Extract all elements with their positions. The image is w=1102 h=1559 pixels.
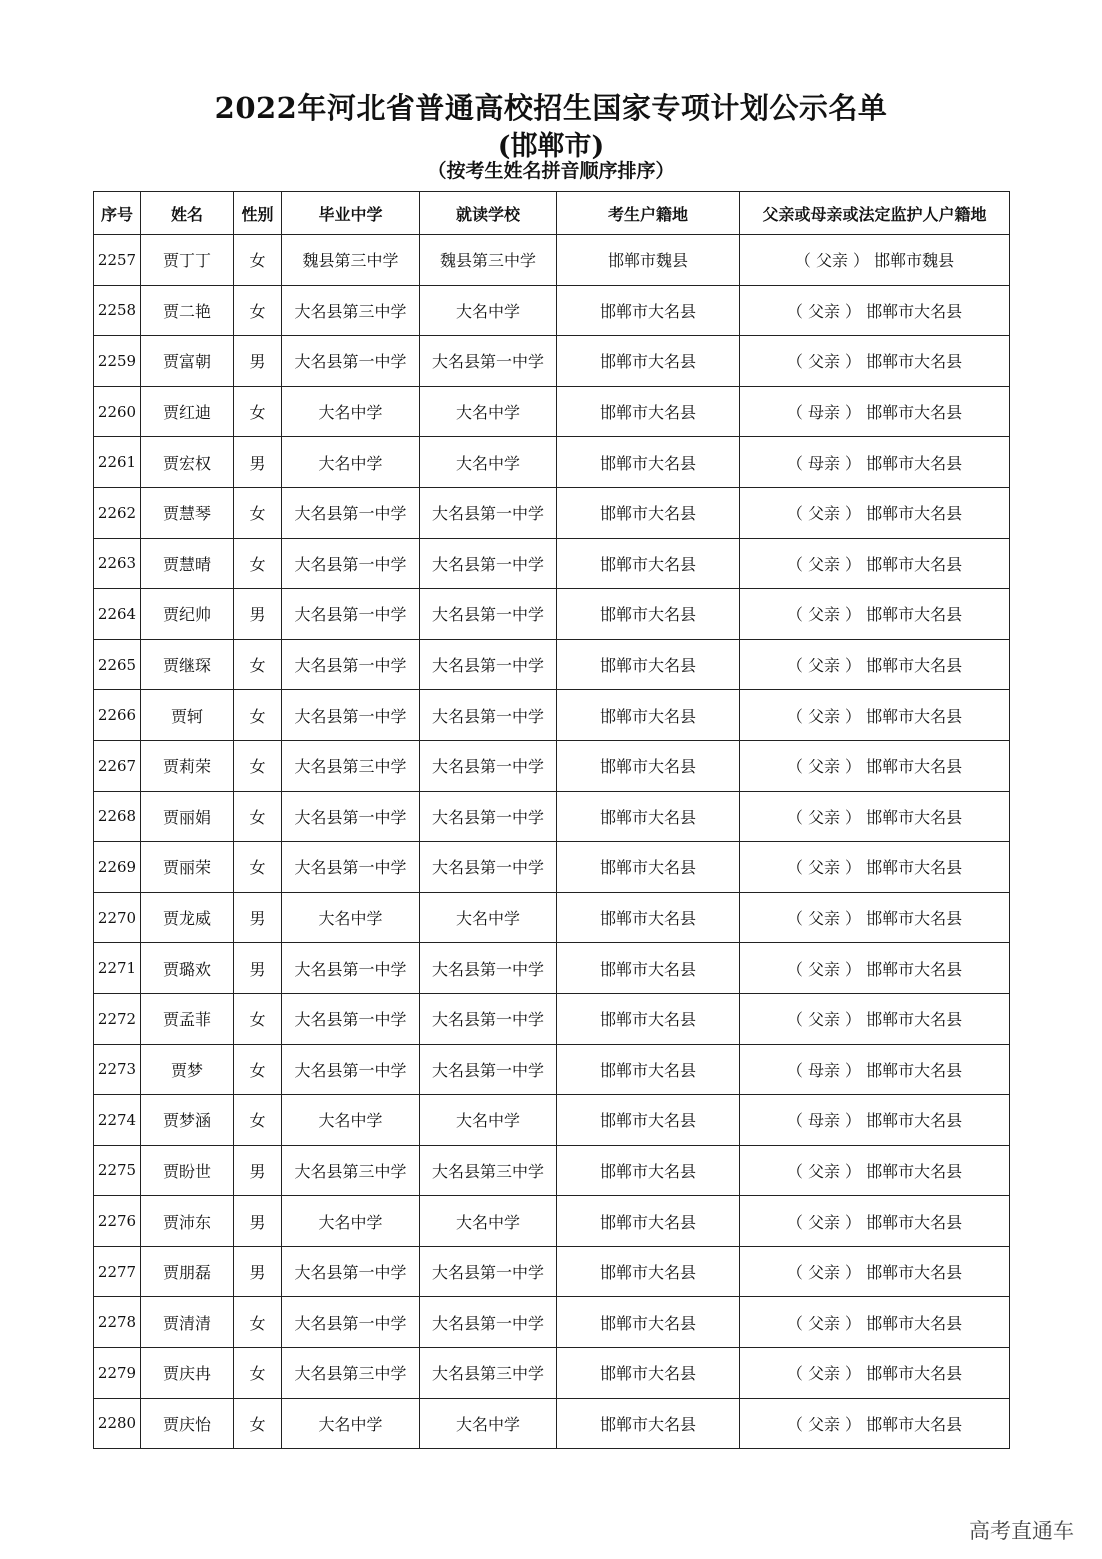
cell-guardian-residence: （ 母亲 ） 邯郸市大名县 — [740, 437, 1010, 488]
table-row — [94, 487, 1010, 538]
cell-index: 2267 — [94, 740, 141, 791]
cell-index: 2270 — [94, 892, 141, 943]
cell-student-residence: 邯郸市大名县 — [557, 842, 740, 893]
cell-student-residence: 邯郸市大名县 — [557, 386, 740, 437]
cell-current-school: 大名县第三中学 — [420, 1348, 557, 1399]
cell-name: 贾慧琴 — [141, 487, 234, 538]
cell-current-school: 大名县第一中学 — [420, 487, 557, 538]
watermark: 高考直通车 — [969, 1519, 1074, 1543]
cell-name: 贾梦涵 — [141, 1095, 234, 1146]
header-student-residence: 考生户籍地 — [557, 192, 740, 235]
cell-current-school: 大名中学 — [420, 1095, 557, 1146]
cell-gender: 女 — [234, 842, 282, 893]
cell-name: 贾宏权 — [141, 437, 234, 488]
cell-current-school: 大名县第一中学 — [420, 791, 557, 842]
cell-name: 贾慧晴 — [141, 538, 234, 589]
cell-index: 2259 — [94, 336, 141, 387]
cell-guardian-residence: （ 父亲 ） 邯郸市大名县 — [740, 892, 1010, 943]
table-row — [94, 993, 1010, 1044]
cell-student-residence: 邯郸市大名县 — [557, 285, 740, 336]
cell-gender: 女 — [234, 487, 282, 538]
cell-student-residence: 邯郸市大名县 — [557, 943, 740, 994]
table-row — [94, 1297, 1010, 1348]
cell-index: 2274 — [94, 1095, 141, 1146]
roster-table — [93, 191, 1010, 1449]
cell-current-school: 大名县第一中学 — [420, 1246, 557, 1297]
cell-gender: 女 — [234, 791, 282, 842]
cell-current-school: 大名县第一中学 — [420, 336, 557, 387]
table-row — [94, 690, 1010, 741]
header-index: 序号 — [94, 192, 141, 235]
cell-gender: 女 — [234, 1297, 282, 1348]
cell-gender: 男 — [234, 892, 282, 943]
cell-current-school: 大名县第一中学 — [420, 690, 557, 741]
cell-gender: 女 — [234, 639, 282, 690]
cell-graduated-school: 大名县第三中学 — [282, 285, 420, 336]
cell-name: 贾轲 — [141, 690, 234, 741]
page-subtitle: (邯郸市) — [497, 131, 605, 162]
cell-graduated-school: 大名县第一中学 — [282, 690, 420, 741]
cell-guardian-residence: （ 父亲 ） 邯郸市大名县 — [740, 285, 1010, 336]
cell-student-residence: 邯郸市大名县 — [557, 639, 740, 690]
cell-gender: 男 — [234, 589, 282, 640]
cell-student-residence: 邯郸市魏县 — [557, 235, 740, 286]
cell-index: 2264 — [94, 589, 141, 640]
cell-graduated-school: 大名县第一中学 — [282, 1297, 420, 1348]
cell-gender: 女 — [234, 386, 282, 437]
table-row — [94, 437, 1010, 488]
cell-name: 贾红迪 — [141, 386, 234, 437]
table-row — [94, 1348, 1010, 1399]
cell-graduated-school: 大名县第一中学 — [282, 336, 420, 387]
cell-name: 贾孟菲 — [141, 993, 234, 1044]
cell-graduated-school: 大名中学 — [282, 1095, 420, 1146]
sort-note: （按考生姓名拼音顺序排序） — [427, 160, 675, 182]
table-row — [94, 892, 1010, 943]
cell-index: 2271 — [94, 943, 141, 994]
table-row — [94, 1095, 1010, 1146]
cell-graduated-school: 大名县第一中学 — [282, 791, 420, 842]
table-row — [94, 538, 1010, 589]
cell-current-school: 大名中学 — [420, 1398, 557, 1449]
table-row — [94, 1145, 1010, 1196]
cell-current-school: 大名县第一中学 — [420, 993, 557, 1044]
cell-current-school: 大名县第一中学 — [420, 740, 557, 791]
cell-student-residence: 邯郸市大名县 — [557, 1044, 740, 1095]
cell-guardian-residence: （ 母亲 ） 邯郸市大名县 — [740, 386, 1010, 437]
cell-guardian-residence: （ 父亲 ） 邯郸市大名县 — [740, 639, 1010, 690]
cell-guardian-residence: （ 母亲 ） 邯郸市大名县 — [740, 1044, 1010, 1095]
cell-gender: 男 — [234, 1196, 282, 1247]
cell-name: 贾清清 — [141, 1297, 234, 1348]
cell-graduated-school: 大名县第一中学 — [282, 487, 420, 538]
cell-student-residence: 邯郸市大名县 — [557, 1246, 740, 1297]
cell-graduated-school: 大名县第一中学 — [282, 842, 420, 893]
cell-student-residence: 邯郸市大名县 — [557, 437, 740, 488]
cell-graduated-school: 大名县第一中学 — [282, 993, 420, 1044]
cell-student-residence: 邯郸市大名县 — [557, 538, 740, 589]
cell-guardian-residence: （ 父亲 ） 邯郸市大名县 — [740, 842, 1010, 893]
cell-current-school: 魏县第三中学 — [420, 235, 557, 286]
cell-name: 贾朋磊 — [141, 1246, 234, 1297]
cell-name: 贾盼世 — [141, 1145, 234, 1196]
cell-index: 2277 — [94, 1246, 141, 1297]
cell-graduated-school: 大名中学 — [282, 1196, 420, 1247]
table-row — [94, 386, 1010, 437]
table-body — [94, 235, 1010, 1449]
cell-index: 2268 — [94, 791, 141, 842]
cell-guardian-residence: （ 父亲 ） 邯郸市大名县 — [740, 1196, 1010, 1247]
cell-guardian-residence: （ 父亲 ） 邯郸市大名县 — [740, 589, 1010, 640]
cell-graduated-school: 魏县第三中学 — [282, 235, 420, 286]
cell-name: 贾庆怡 — [141, 1398, 234, 1449]
cell-index: 2258 — [94, 285, 141, 336]
cell-guardian-residence: （ 父亲 ） 邯郸市大名县 — [740, 690, 1010, 741]
cell-guardian-residence: （ 父亲 ） 邯郸市大名县 — [740, 1348, 1010, 1399]
cell-index: 2257 — [94, 235, 141, 286]
cell-guardian-residence: （ 父亲 ） 邯郸市大名县 — [740, 791, 1010, 842]
table-row — [94, 740, 1010, 791]
cell-gender: 女 — [234, 993, 282, 1044]
cell-gender: 女 — [234, 285, 282, 336]
header-name: 姓名 — [141, 192, 234, 235]
cell-name: 贾纪帅 — [141, 589, 234, 640]
cell-gender: 女 — [234, 1044, 282, 1095]
cell-name: 贾庆冉 — [141, 1348, 234, 1399]
cell-current-school: 大名县第一中学 — [420, 1297, 557, 1348]
cell-gender: 女 — [234, 1398, 282, 1449]
cell-student-residence: 邯郸市大名县 — [557, 1297, 740, 1348]
table-row — [94, 1398, 1010, 1449]
cell-student-residence: 邯郸市大名县 — [557, 1145, 740, 1196]
cell-graduated-school: 大名县第一中学 — [282, 943, 420, 994]
cell-name: 贾龙威 — [141, 892, 234, 943]
cell-student-residence: 邯郸市大名县 — [557, 336, 740, 387]
header-guardian-residence: 父亲或母亲或法定监护人户籍地 — [740, 192, 1010, 235]
table-row — [94, 943, 1010, 994]
cell-index: 2276 — [94, 1196, 141, 1247]
cell-graduated-school: 大名县第一中学 — [282, 589, 420, 640]
cell-student-residence: 邯郸市大名县 — [557, 1398, 740, 1449]
cell-name: 贾沛东 — [141, 1196, 234, 1247]
cell-name: 贾丽荣 — [141, 842, 234, 893]
cell-guardian-residence: （ 父亲 ） 邯郸市大名县 — [740, 1297, 1010, 1348]
cell-gender: 男 — [234, 1246, 282, 1297]
cell-gender: 女 — [234, 740, 282, 791]
cell-current-school: 大名县第一中学 — [420, 538, 557, 589]
cell-gender: 女 — [234, 235, 282, 286]
cell-index: 2263 — [94, 538, 141, 589]
cell-student-residence: 邯郸市大名县 — [557, 993, 740, 1044]
cell-index: 2261 — [94, 437, 141, 488]
cell-graduated-school: 大名县第三中学 — [282, 740, 420, 791]
cell-guardian-residence: （ 母亲 ） 邯郸市大名县 — [740, 1095, 1010, 1146]
cell-guardian-residence: （ 父亲 ） 邯郸市大名县 — [740, 1145, 1010, 1196]
header-gender: 性别 — [234, 192, 282, 235]
cell-index: 2275 — [94, 1145, 141, 1196]
cell-index: 2272 — [94, 993, 141, 1044]
table-row — [94, 1196, 1010, 1247]
cell-gender: 女 — [234, 1348, 282, 1399]
cell-name: 贾梦 — [141, 1044, 234, 1095]
cell-gender: 男 — [234, 943, 282, 994]
cell-guardian-residence: （ 父亲 ） 邯郸市大名县 — [740, 943, 1010, 994]
table-row — [94, 336, 1010, 387]
cell-graduated-school: 大名县第三中学 — [282, 1145, 420, 1196]
header-current-school: 就读学校 — [420, 192, 557, 235]
cell-gender: 女 — [234, 690, 282, 741]
cell-guardian-residence: （ 父亲 ） 邯郸市大名县 — [740, 1246, 1010, 1297]
cell-graduated-school: 大名中学 — [282, 1398, 420, 1449]
cell-guardian-residence: （ 父亲 ） 邯郸市大名县 — [740, 487, 1010, 538]
cell-current-school: 大名县第一中学 — [420, 589, 557, 640]
cell-index: 2269 — [94, 842, 141, 893]
cell-guardian-residence: （ 父亲 ） 邯郸市大名县 — [740, 538, 1010, 589]
cell-current-school: 大名县第一中学 — [420, 943, 557, 994]
cell-student-residence: 邯郸市大名县 — [557, 690, 740, 741]
cell-student-residence: 邯郸市大名县 — [557, 740, 740, 791]
cell-graduated-school: 大名中学 — [282, 892, 420, 943]
cell-student-residence: 邯郸市大名县 — [557, 589, 740, 640]
cell-current-school: 大名县第三中学 — [420, 1145, 557, 1196]
cell-current-school: 大名中学 — [420, 1196, 557, 1247]
cell-guardian-residence: （ 父亲 ） 邯郸市大名县 — [740, 1398, 1010, 1449]
cell-gender: 男 — [234, 1145, 282, 1196]
table-row — [94, 285, 1010, 336]
page-title: 2022年河北省普通高校招生国家专项计划公示名单 — [214, 91, 888, 125]
cell-gender: 女 — [234, 538, 282, 589]
table-row — [94, 791, 1010, 842]
cell-guardian-residence: （ 父亲 ） 邯郸市大名县 — [740, 993, 1010, 1044]
cell-gender: 女 — [234, 1095, 282, 1146]
cell-graduated-school: 大名县第一中学 — [282, 1044, 420, 1095]
cell-name: 贾丽娟 — [141, 791, 234, 842]
table-row — [94, 1044, 1010, 1095]
cell-graduated-school: 大名中学 — [282, 437, 420, 488]
cell-current-school: 大名中学 — [420, 386, 557, 437]
cell-graduated-school: 大名县第一中学 — [282, 639, 420, 690]
cell-name: 贾璐欢 — [141, 943, 234, 994]
cell-current-school: 大名县第一中学 — [420, 842, 557, 893]
cell-index: 2280 — [94, 1398, 141, 1449]
cell-current-school: 大名县第一中学 — [420, 1044, 557, 1095]
cell-name: 贾二艳 — [141, 285, 234, 336]
cell-index: 2260 — [94, 386, 141, 437]
cell-index: 2266 — [94, 690, 141, 741]
header-graduated-school: 毕业中学 — [282, 192, 420, 235]
cell-index: 2278 — [94, 1297, 141, 1348]
cell-current-school: 大名中学 — [420, 437, 557, 488]
table-header-row — [94, 192, 1010, 235]
table-row — [94, 1246, 1010, 1297]
cell-student-residence: 邯郸市大名县 — [557, 487, 740, 538]
cell-index: 2265 — [94, 639, 141, 690]
cell-name: 贾继琛 — [141, 639, 234, 690]
cell-student-residence: 邯郸市大名县 — [557, 1095, 740, 1146]
cell-name: 贾丁丁 — [141, 235, 234, 286]
table-row — [94, 639, 1010, 690]
cell-student-residence: 邯郸市大名县 — [557, 791, 740, 842]
cell-graduated-school: 大名县第三中学 — [282, 1348, 420, 1399]
cell-student-residence: 邯郸市大名县 — [557, 1196, 740, 1247]
cell-name: 贾富朝 — [141, 336, 234, 387]
table-row — [94, 235, 1010, 286]
cell-graduated-school: 大名县第一中学 — [282, 538, 420, 589]
cell-graduated-school: 大名县第一中学 — [282, 1246, 420, 1297]
cell-index: 2262 — [94, 487, 141, 538]
cell-current-school: 大名县第一中学 — [420, 639, 557, 690]
table-row — [94, 589, 1010, 640]
cell-guardian-residence: （ 父亲 ） 邯郸市魏县 — [740, 235, 1010, 286]
cell-current-school: 大名中学 — [420, 892, 557, 943]
cell-student-residence: 邯郸市大名县 — [557, 892, 740, 943]
cell-index: 2279 — [94, 1348, 141, 1399]
cell-current-school: 大名中学 — [420, 285, 557, 336]
cell-graduated-school: 大名中学 — [282, 386, 420, 437]
table-row — [94, 842, 1010, 893]
cell-gender: 男 — [234, 437, 282, 488]
cell-name: 贾莉荣 — [141, 740, 234, 791]
cell-gender: 男 — [234, 336, 282, 387]
cell-index: 2273 — [94, 1044, 141, 1095]
cell-student-residence: 邯郸市大名县 — [557, 1348, 740, 1399]
cell-guardian-residence: （ 父亲 ） 邯郸市大名县 — [740, 336, 1010, 387]
cell-guardian-residence: （ 父亲 ） 邯郸市大名县 — [740, 740, 1010, 791]
